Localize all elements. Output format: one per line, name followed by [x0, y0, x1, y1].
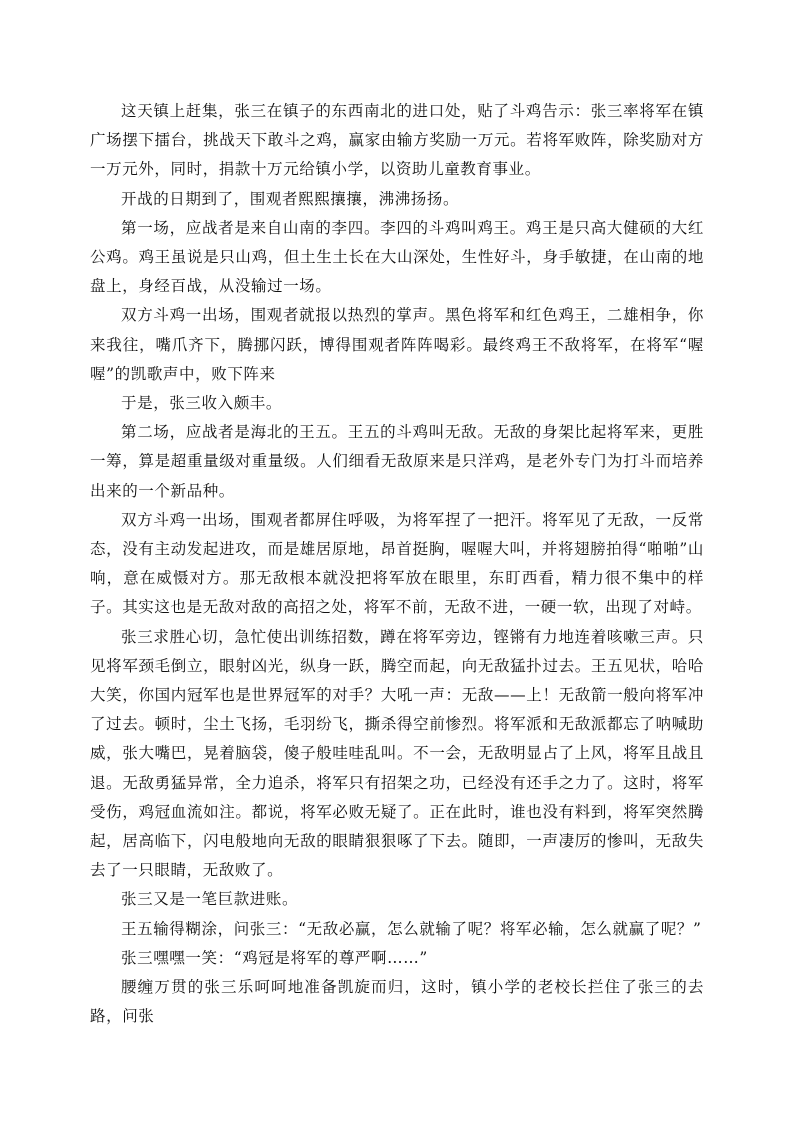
paragraph-9: 张三又是一笔巨款进账。 [121, 890, 299, 909]
paragraph-1: 这天镇上赶集，张三在镇子的东西南北的进口处，贴了斗鸡告示：张三率将军在镇广场摆下擂台，挑战天下敢斗之鸡，赢家由输方奖励一万元。若将军败阵，除奖励对方一万元外，同时，捐款十万元给镇小学，以资助儿童教育事业。 [90, 102, 704, 179]
paragraph-7: 双方斗鸡一出场，围观者都屏住呼吸，为将军捏了一把汗。将军见了无敌，一反常态，没有主动发起进攻，而是雄居原地，昂首挺胸，喔喔大叫，并将翅膀拍得“啪啪”山响，意在威慑对方。那无敌根本就没把将军放在眼里，东盯西看，精力很不集中的样子。其实这也是无敌对敌的高招之处，将军不前，无敌不进，一硬一软，出现了对峙。 [90, 510, 704, 617]
story-body [90, 97, 704, 1032]
paragraph-6: 第二场，应战者是海北的王五。王五的斗鸡叫无敌。无敌的身架比起将军来，更胜一筹，算是超重量级对重量级。人们细看无敌原来是只洋鸡，是老外专门为打斗而培养出来的一个新品种。 [90, 423, 704, 500]
paragraph-8: 张三求胜心切，急忙使出训练招数，蹲在将军旁边，铿锵有力地连着咳嗽三声。只见将军颈毛倒立，眼射凶光，纵身一跃，腾空而起，向无敌猛扑过去。王五见状，哈哈大笑，你国内冠军也是世界冠军的对手？大吼一声：无敌——上！无敌箭一般向将军冲了过去。顿时，尘土飞扬，毛羽纷飞，撕杀得空前惨烈。将军派和无敌派都忘了呐喊助威，张大嘴巴，晃着脑袋，傻子般哇哇乱叫。不一会，无敌明显占了上风，将军且战且退。无敌勇猛异常，全力追杀，将军只有招架之功，已经没有还手之力了。这时，将军受伤，鸡冠血流如注。都说，将军必败无疑了。正在此时，谁也没有料到，将军突然腾起，居高临下，闪电般地向无敌的眼睛狠狠啄了下去。随即，一声凄厉的惨叫，无敌失去了一只眼睛，无敌败了。 [90, 627, 704, 880]
paragraph-5: 于是，张三收入颇丰。 [121, 394, 283, 413]
paragraph-2: 开战的日期到了，围观者熙熙攘攘，沸沸扬扬。 [121, 189, 460, 208]
paragraph-11: 张三嘿嘿一笑：“鸡冠是将军的尊严啊……” [121, 948, 428, 967]
paragraph-10: 王五输得糊涂，问张三：“无敌必赢，怎么就输了呢？将军必输，怎么就赢了呢？” [121, 919, 702, 938]
paragraph-4: 双方斗鸡一出场，围观者就报以热烈的掌声。黑色将军和红色鸡王，二雄相争，你来我往，嘴爪齐下，腾挪闪跃，博得围观者阵阵喝彩。最终鸡王不敌将军，在将军“喔喔”的凯歌声中，败下阵来 [90, 306, 704, 383]
paragraph-12: 腰缠万贯的张三乐呵呵地准备凯旋而归，这时，镇小学的老校长拦住了张三的去路，问张 [90, 978, 704, 1026]
paragraph-3: 第一场，应战者是来自山南的李四。李四的斗鸡叫鸡王。鸡王是只高大健硕的大红公鸡。鸡王虽说是只山鸡，但土生土长在大山深处，生性好斗，身手敏捷，在山南的地盘上，身经百战，从没输过一场。 [90, 218, 704, 296]
